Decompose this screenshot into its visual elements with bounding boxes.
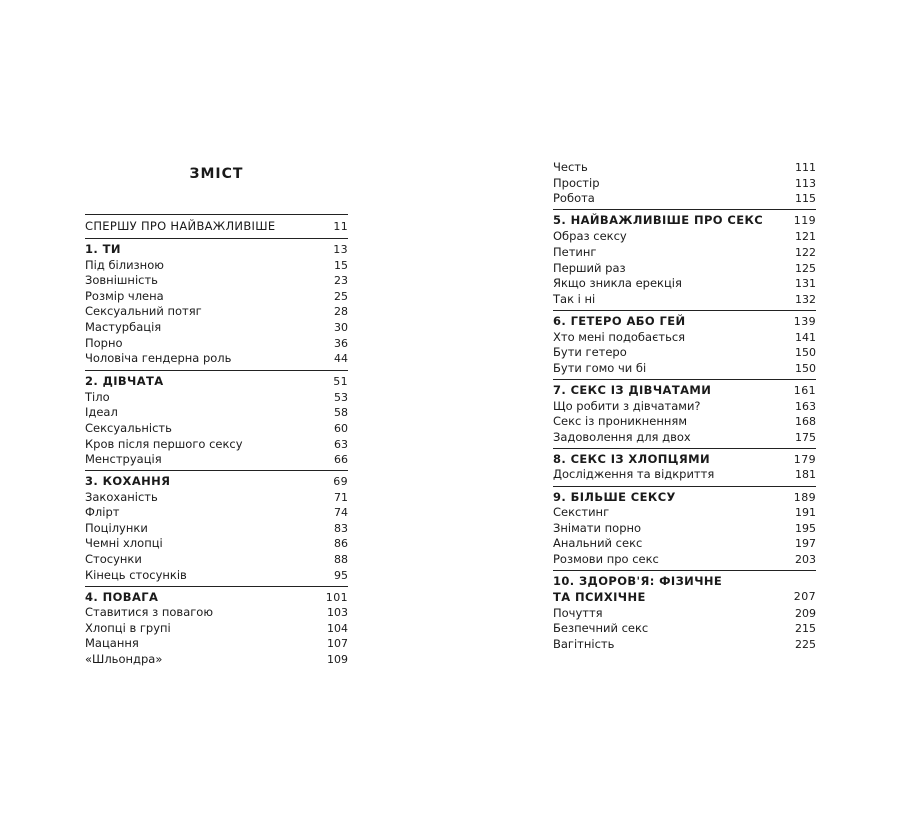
toc-intro-entry[interactable] [85,218,348,234]
entry-title: Задоволення для двох [553,430,691,444]
chapter-divider [553,310,816,311]
entry-title: 9. БІЛЬШЕ СЕКСУ [553,490,676,504]
entry-title: СПЕРШУ ПРО НАЙВАЖЛИВІШЕ [85,219,276,233]
toc-entry[interactable] [553,190,816,206]
page-number: 53 [334,391,348,404]
toc-entry[interactable] [85,319,348,335]
page-number: 141 [795,331,816,344]
entry-title: Робота [553,191,595,205]
entry-title: Так і ні [553,292,596,306]
page-number: 122 [795,246,816,259]
page-number: 74 [334,506,348,519]
entry-title: Образ сексу [553,229,627,243]
entry-title: Ідеал [85,405,118,419]
entry-title: 5. НАЙВАЖЛИВІШЕ ПРО СЕКС [553,213,764,227]
toc-entry[interactable] [85,504,348,520]
page-number: 121 [795,230,816,243]
chapter-divider [553,570,816,571]
toc-entry[interactable] [85,651,348,667]
entry-title: 1. ТИ [85,242,121,256]
toc-entry[interactable] [553,398,816,414]
entry-title: Бути гомо чи бі [553,361,647,375]
toc-entry[interactable] [553,244,816,260]
entry-title: Кінець стосунків [85,568,187,582]
page-number: 150 [795,346,816,359]
page-number: 71 [334,491,348,504]
entry-title: 4. ПОВАГА [85,590,159,604]
entry-title: «Шльондра» [85,652,163,666]
entry-title: Розмір члена [85,289,164,303]
page-number: 44 [334,352,348,365]
entry-title: Чоловіча гендерна роль [85,351,232,365]
page-number: 28 [334,305,348,318]
entry-title: Хлопці в групі [85,621,171,635]
toc-chapter-entry[interactable] [85,473,348,489]
toc-entry[interactable] [553,535,816,551]
page-number: 109 [327,653,348,666]
entry-title: Якщо зникла ерекція [553,276,682,290]
toc-chapter-entry[interactable] [553,313,816,329]
page-number: 60 [334,422,348,435]
page-number: 163 [795,400,816,413]
page-number: 111 [795,161,816,174]
entry-title: 3. КОХАННЯ [85,474,171,488]
page-number: 36 [334,337,348,350]
entry-title: Мастурбація [85,320,162,334]
toc-entry[interactable] [85,420,348,436]
chapter-divider [553,209,816,210]
page-number: 11 [333,220,348,233]
page-number: 125 [795,262,816,275]
toc-chapter-entry[interactable] [553,489,816,505]
toc-entry[interactable] [553,429,816,445]
toc-entry[interactable] [553,551,816,567]
page-number: 119 [793,214,816,227]
page-number: 13 [333,243,348,256]
toc-chapter-entry[interactable] [553,573,816,605]
entry-title: Знімати порно [553,521,642,535]
page-number: 66 [334,453,348,466]
chapter-title-line2: ТА ПСИХІЧНЕ [553,590,646,604]
page-number: 207 [793,590,816,603]
entry-title: Під білизною [85,258,164,272]
toc-entry[interactable] [553,344,816,360]
toc-entry[interactable] [553,159,816,175]
page-number: 95 [334,569,348,582]
page-number: 225 [795,638,816,651]
toc-chapter-entry[interactable] [553,382,816,398]
toc-entry[interactable] [85,620,348,636]
entry-title: Зовнішність [85,273,158,287]
page-number: 86 [334,537,348,550]
entry-title: Петинг [553,245,597,259]
page-number: 191 [795,506,816,519]
entry-title: Дослідження та відкриття [553,467,715,481]
page-number: 107 [327,637,348,650]
toc-entry[interactable] [85,288,348,304]
page-number: 197 [795,537,816,550]
page-number: 15 [334,259,348,272]
toc-entry[interactable] [553,228,816,244]
page-number: 181 [795,468,816,481]
page-number: 23 [334,274,348,287]
page-number: 168 [795,415,816,428]
toc-entry[interactable] [85,257,348,273]
entry-title: Сексуальний потяг [85,304,202,318]
page-number: 51 [333,375,348,388]
toc-entry[interactable] [85,551,348,567]
intro-divider [85,214,348,215]
page-number: 83 [334,522,348,535]
page-number: 104 [327,622,348,635]
page-number: 139 [793,315,816,328]
entry-title: Безпечний секс [553,621,649,635]
entry-title: Анальний секс [553,536,643,550]
page-number: 215 [795,622,816,635]
page-number: 189 [793,491,816,504]
toc-entry[interactable] [553,291,816,307]
toc-entry[interactable] [553,466,816,482]
toc-entry[interactable] [553,329,816,345]
page-number: 115 [795,192,816,205]
chapter-divider [553,379,816,380]
toc-entry[interactable] [85,604,348,620]
page-number: 30 [334,321,348,334]
page-number: 88 [334,553,348,566]
entry-title: 8. СЕКС ІЗ ХЛОПЦЯМИ [553,452,710,466]
chapter-divider [85,238,348,239]
page-number: 150 [795,362,816,375]
toc-entry[interactable] [85,303,348,319]
entry-title: Кров після першого сексу [85,437,243,451]
toc-entry[interactable] [85,567,348,583]
entry-title: Перший раз [553,261,626,275]
entry-title: Честь [553,160,588,174]
toc-entry[interactable] [85,535,348,551]
entry-title: Почуття [553,606,603,620]
entry-title: Мацання [85,636,139,650]
chapter-divider [553,448,816,449]
page-number: 101 [325,591,348,604]
page-number: 63 [334,438,348,451]
entry-title: Вагітність [553,637,615,651]
page-number: 209 [795,607,816,620]
entry-title: Бути гетеро [553,345,627,359]
toc-entry[interactable] [85,520,348,536]
entry-title: 2. ДІВЧАТА [85,374,164,388]
page-number: 161 [793,384,816,397]
chapter-divider [85,470,348,471]
entry-title: Закоханість [85,490,158,504]
toc-chapter-entry[interactable] [553,212,816,228]
toc-entry[interactable] [553,413,816,429]
entry-title: Ставитися з повагою [85,605,214,619]
chapter-divider [85,370,348,371]
entry-title: Сексуальність [85,421,172,435]
toc-entry[interactable] [553,520,816,536]
page-number: 69 [333,475,348,488]
entry-title: Секс із проникненням [553,414,688,428]
toc-chapter-entry[interactable] [85,373,348,389]
page-number: 58 [334,406,348,419]
toc-entry[interactable] [85,635,348,651]
toc-entry[interactable] [85,272,348,288]
page-number: 203 [795,553,816,566]
toc-entry[interactable] [553,636,816,652]
entry-title: Поцілунки [85,521,148,535]
page-number: 132 [795,293,816,306]
chapter-divider [85,586,348,587]
toc-entry[interactable] [553,175,816,191]
entry-title: Що робити з дівчатами? [553,399,701,413]
toc-entry[interactable] [85,489,348,505]
entry-title: Розмови про секс [553,552,659,566]
page-number: 131 [795,277,816,290]
toc-entry[interactable] [85,350,348,366]
entry-title: Секстинг [553,505,610,519]
toc-entry[interactable] [85,436,348,452]
page-number: 195 [795,522,816,535]
page-number: 25 [334,290,348,303]
entry-title: Чемні хлопці [85,536,163,550]
entry-title: 6. ГЕТЕРО АБО ГЕЙ [553,314,686,328]
toc-heading: ЗМІСТ [189,166,244,182]
page-number: 103 [327,606,348,619]
entry-title: Флірт [85,505,120,519]
toc-chapter-entry[interactable] [85,241,348,257]
toc-entry[interactable] [553,504,816,520]
page-number: 179 [793,453,816,466]
page-number: 175 [795,431,816,444]
toc-entry[interactable] [553,605,816,621]
page-number: 113 [795,177,816,190]
entry-title: Порно [85,336,123,350]
toc-entry[interactable] [553,620,816,636]
entry-title: 7. СЕКС ІЗ ДІВЧАТАМИ [553,383,712,397]
chapter-title-line1: 10. ЗДОРОВ'Я: ФІЗИЧНЕ [553,574,723,588]
toc-entry[interactable] [85,389,348,405]
toc-entry[interactable] [553,360,816,376]
toc-chapter-entry[interactable] [553,451,816,467]
toc-entry[interactable] [553,275,816,291]
entry-title: Стосунки [85,552,142,566]
entry-title: Менструація [85,452,162,466]
toc-entry[interactable] [553,260,816,276]
toc-chapter-entry[interactable] [85,589,348,605]
entry-title: Хто мені подобається [553,330,686,344]
entry-title: Тіло [85,390,110,404]
toc-entry[interactable] [85,335,348,351]
entry-title: Простір [553,176,600,190]
toc-entry[interactable] [85,451,348,467]
toc-entry[interactable] [85,404,348,420]
chapter-divider [553,486,816,487]
